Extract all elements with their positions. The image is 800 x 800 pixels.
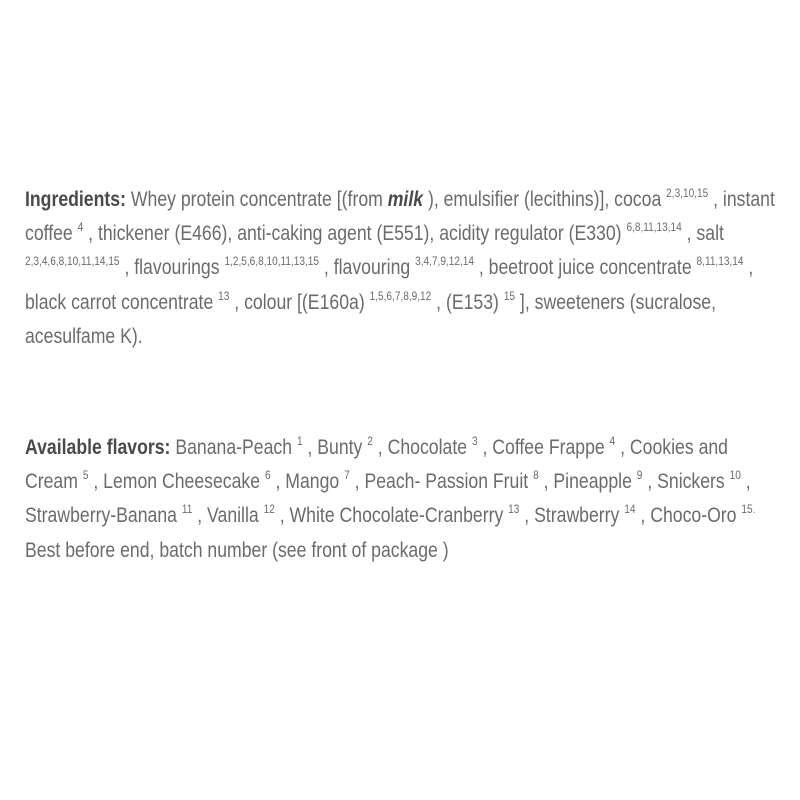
text-segment: , Strawberry: [519, 504, 625, 528]
text-segment: , Pineapple: [538, 470, 637, 494]
footnote-ref: 2,3,10,15: [666, 186, 709, 200]
footnote-ref: 13: [508, 502, 520, 517]
text-segment: , Bunty: [302, 436, 368, 459]
text-segment: Whey protein concentrate [(from: [125, 188, 388, 211]
footnote-ref: 3: [471, 434, 478, 448]
text-segment: , Mango: [270, 470, 345, 494]
allergen-text: milk: [387, 188, 424, 211]
footnote-ref: 10: [729, 468, 741, 483]
footnote-ref: 6,8,11,13,14: [626, 220, 682, 235]
footnote-ref: 9: [636, 468, 643, 483]
text-segment: , flavourings: [119, 256, 225, 280]
text-segment: Best before end, batch number (see front of package ): [25, 538, 449, 562]
text-segment: , Coffee Frappe: [477, 436, 610, 459]
ingredients-paragraph: [25, 183, 785, 354]
footnote-ref: 15.: [741, 502, 756, 517]
text-segment: Banana-Peach: [170, 436, 297, 459]
footnote-ref: 1,2,5,6,8,10,11,13,15: [224, 254, 319, 269]
footnote-ref: 3,4,7,9,12,14: [415, 254, 474, 269]
footnote-ref: 8,11,13,14: [696, 254, 744, 269]
text-segment: , Cookies and Cream: [25, 436, 729, 494]
ingredients-heading: Ingredients:: [25, 188, 126, 211]
footnote-ref: 11: [181, 502, 193, 517]
footnote-ref: 13: [218, 288, 230, 303]
footnote-ref: 1,5,6,7,8,9,12: [369, 288, 432, 303]
footnote-ref: 8: [533, 468, 539, 483]
text-segment: , Peach- Passion Fruit: [349, 470, 534, 494]
footnote-ref: 14: [624, 502, 636, 517]
text-segment: , flavouring: [319, 256, 416, 280]
footnote-ref: 4: [77, 220, 84, 235]
footnote-ref: 15: [503, 288, 516, 303]
text-segment: , Snickers: [642, 470, 730, 494]
footnote-ref: 5: [82, 468, 89, 483]
text-segment: , instant coffee: [25, 188, 775, 246]
text-segment: ], sweeteners (sucralose, acesulfame K).: [25, 290, 717, 348]
text-segment: , colour [(E160a): [229, 290, 370, 314]
text-segment: , thickener (E466), anti-caking agent (E551), acidity regulator (E330): [83, 222, 627, 246]
text-segment: , salt: [681, 222, 724, 246]
text-segment: , White Chocolate-Cranberry: [274, 504, 509, 528]
text-segment: , Chocolate: [372, 436, 472, 459]
text-segment: , black carrot concentrate: [25, 256, 754, 314]
footnote-ref: 2,3,4,6,8,10,11,14,15: [25, 254, 120, 269]
footnote-ref: 4: [609, 434, 616, 448]
text-segment: ), emulsifier (lecithins)], cocoa: [423, 188, 667, 211]
footnote-ref: 12: [263, 502, 275, 517]
flavors-paragraph: [25, 431, 785, 568]
text-segment: , Strawberry-Banana: [25, 470, 751, 528]
text-segment: , (E153): [431, 290, 504, 314]
footnote-ref: 1: [296, 434, 303, 448]
text-segment: , Vanilla: [192, 504, 264, 528]
footnote-ref: 7: [344, 468, 350, 483]
text-segment: , Choco-Oro: [635, 504, 742, 528]
text-segment: , beetroot juice concentrate: [473, 256, 697, 280]
ingredients-text: [25, 188, 775, 348]
footnote-ref: 6: [264, 468, 271, 483]
flavors-heading: Available flavors:: [25, 436, 171, 459]
text-segment: , Lemon Cheesecake: [88, 470, 265, 494]
footnote-ref: 2: [367, 434, 373, 448]
